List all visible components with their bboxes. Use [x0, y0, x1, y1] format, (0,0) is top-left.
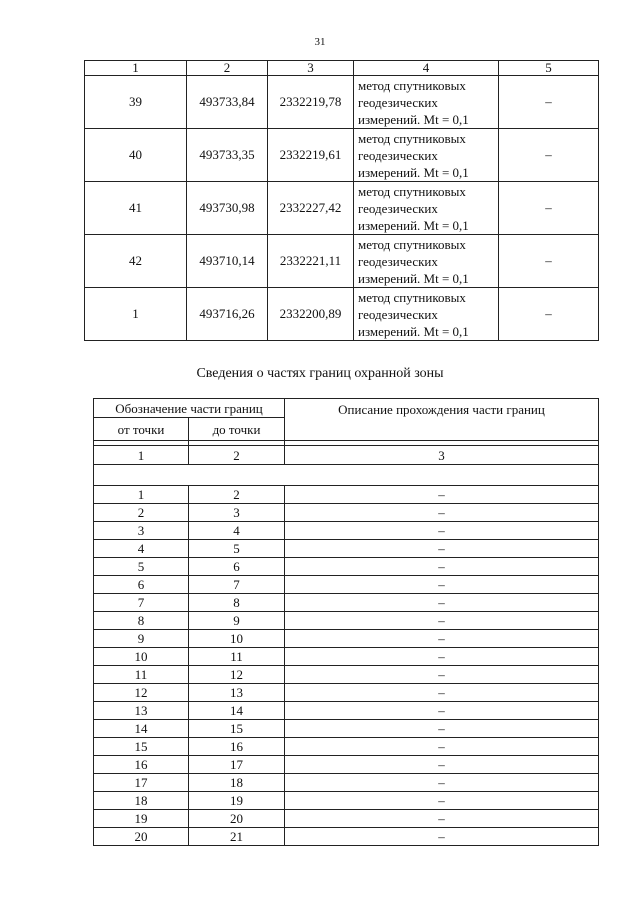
coordinate-y: 2332219,78: [268, 76, 354, 129]
part-description: –: [285, 756, 599, 774]
part-description: –: [285, 720, 599, 738]
coordinates-table-row: [85, 235, 599, 288]
part-description: –: [285, 684, 599, 702]
part-description: –: [285, 576, 599, 594]
point-number: 1: [85, 288, 187, 341]
blank-row: [94, 465, 599, 486]
from-point: 10: [94, 648, 189, 666]
part-description: –: [285, 666, 599, 684]
part-description: –: [285, 504, 599, 522]
to-point: 7: [189, 576, 285, 594]
part-description: –: [285, 612, 599, 630]
part-description: –: [285, 774, 599, 792]
from-point: 18: [94, 792, 189, 810]
column-number: 5: [499, 61, 599, 76]
method-line: измерений. Mt = 0,1: [358, 111, 469, 127]
to-point: 5: [189, 540, 285, 558]
boundary-part-row: [94, 558, 599, 576]
coordinate-y: 2332200,89: [268, 288, 354, 341]
from-point: 19: [94, 810, 189, 828]
column-numbers-row: [94, 446, 599, 465]
to-point: 16: [189, 738, 285, 756]
from-point: 20: [94, 828, 189, 846]
note-cell: –: [499, 182, 599, 235]
section-title: Сведения о частях границ охранной зоны: [196, 366, 444, 381]
from-point: 16: [94, 756, 189, 774]
column-number: 2: [189, 446, 285, 465]
coordinate-x: 493716,26: [187, 288, 268, 341]
from-point-header: от точки: [94, 418, 189, 441]
coordinate-y: 2332221,11: [268, 235, 354, 288]
column-number: 3: [268, 61, 354, 76]
from-point: 5: [94, 558, 189, 576]
note-cell: –: [499, 129, 599, 182]
to-point: 21: [189, 828, 285, 846]
part-description: –: [285, 540, 599, 558]
coordinate-x: 493710,14: [187, 235, 268, 288]
coordinates-table-header: [85, 61, 599, 76]
group-header: Обозначение части границ: [94, 399, 285, 418]
column-number: 3: [285, 446, 599, 465]
boundary-part-row: [94, 630, 599, 648]
to-point: 2: [189, 486, 285, 504]
method-line: геодезических: [358, 253, 438, 269]
from-point: 8: [94, 612, 189, 630]
method-line: измерений. Mt = 0,1: [358, 323, 469, 339]
from-point: 4: [94, 540, 189, 558]
method-line: геодезических: [358, 306, 438, 322]
to-point: 3: [189, 504, 285, 522]
boundary-part-row: [94, 792, 599, 810]
boundary-parts-table: [93, 398, 599, 846]
description-header: Описание прохождения части границ: [285, 399, 599, 441]
boundary-part-row: [94, 720, 599, 738]
boundary-part-row: [94, 576, 599, 594]
part-description: –: [285, 648, 599, 666]
method-description: [354, 76, 499, 129]
method-line: метод спутниковых: [358, 236, 466, 252]
part-description: –: [285, 594, 599, 612]
to-point: 6: [189, 558, 285, 576]
boundary-part-row: [94, 810, 599, 828]
from-point: 12: [94, 684, 189, 702]
to-point: 19: [189, 792, 285, 810]
coordinates-table-row: [85, 288, 599, 341]
note-cell: –: [499, 76, 599, 129]
point-number: 40: [85, 129, 187, 182]
column-number: 4: [354, 61, 499, 76]
boundary-part-row: [94, 540, 599, 558]
from-point: 3: [94, 522, 189, 540]
method-line: геодезических: [358, 147, 438, 163]
to-point: 15: [189, 720, 285, 738]
to-point: 4: [189, 522, 285, 540]
method-description: [354, 235, 499, 288]
to-point: 17: [189, 756, 285, 774]
to-point: 10: [189, 630, 285, 648]
method-line: метод спутниковых: [358, 289, 466, 305]
coordinate-y: 2332227,42: [268, 182, 354, 235]
boundary-part-row: [94, 522, 599, 540]
from-point: 6: [94, 576, 189, 594]
from-point: 9: [94, 630, 189, 648]
to-point: 11: [189, 648, 285, 666]
column-number: 1: [94, 446, 189, 465]
coordinates-table: [84, 60, 599, 341]
to-point-header: до точки: [189, 418, 285, 441]
to-point: 13: [189, 684, 285, 702]
part-description: –: [285, 738, 599, 756]
from-point: 17: [94, 774, 189, 792]
boundary-part-row: [94, 648, 599, 666]
from-point: 14: [94, 720, 189, 738]
boundary-part-row: [94, 486, 599, 504]
boundary-part-row: [94, 828, 599, 846]
from-point: 1: [94, 486, 189, 504]
point-number: 41: [85, 182, 187, 235]
from-point: 2: [94, 504, 189, 522]
to-point: 12: [189, 666, 285, 684]
from-point: 7: [94, 594, 189, 612]
coordinate-x: 493733,84: [187, 76, 268, 129]
boundary-part-row: [94, 666, 599, 684]
part-description: –: [285, 522, 599, 540]
part-description: –: [285, 702, 599, 720]
coordinates-table-row: [85, 182, 599, 235]
part-description: –: [285, 828, 599, 846]
to-point: 18: [189, 774, 285, 792]
boundary-part-row: [94, 702, 599, 720]
part-description: –: [285, 558, 599, 576]
to-point: 20: [189, 810, 285, 828]
method-line: геодезических: [358, 94, 438, 110]
boundary-part-row: [94, 612, 599, 630]
method-description: [354, 129, 499, 182]
method-line: метод спутниковых: [358, 130, 466, 146]
boundary-part-row: [94, 756, 599, 774]
note-cell: –: [499, 235, 599, 288]
column-number: 2: [187, 61, 268, 76]
page-number: 31: [314, 36, 326, 48]
part-description: –: [285, 630, 599, 648]
method-description: [354, 182, 499, 235]
to-point: 8: [189, 594, 285, 612]
from-point: 13: [94, 702, 189, 720]
part-description: –: [285, 486, 599, 504]
part-description: –: [285, 810, 599, 828]
method-line: измерений. Mt = 0,1: [358, 217, 469, 233]
to-point: 14: [189, 702, 285, 720]
part-description: –: [285, 792, 599, 810]
point-number: 39: [85, 76, 187, 129]
boundary-part-row: [94, 738, 599, 756]
note-cell: –: [499, 288, 599, 341]
method-description: [354, 288, 499, 341]
from-point: 11: [94, 666, 189, 684]
coordinate-x: 493730,98: [187, 182, 268, 235]
boundary-part-row: [94, 684, 599, 702]
method-line: геодезических: [358, 200, 438, 216]
method-line: метод спутниковых: [358, 183, 466, 199]
coordinate-x: 493733,35: [187, 129, 268, 182]
method-line: метод спутниковых: [358, 77, 466, 93]
boundary-part-row: [94, 594, 599, 612]
to-point: 9: [189, 612, 285, 630]
column-number: 1: [85, 61, 187, 76]
point-number: 42: [85, 235, 187, 288]
coordinates-table-row: [85, 129, 599, 182]
boundary-part-row: [94, 774, 599, 792]
coordinate-y: 2332219,61: [268, 129, 354, 182]
method-line: измерений. Mt = 0,1: [358, 164, 469, 180]
coordinates-table-row: [85, 76, 599, 129]
method-line: измерений. Mt = 0,1: [358, 270, 469, 286]
from-point: 15: [94, 738, 189, 756]
boundary-part-row: [94, 504, 599, 522]
